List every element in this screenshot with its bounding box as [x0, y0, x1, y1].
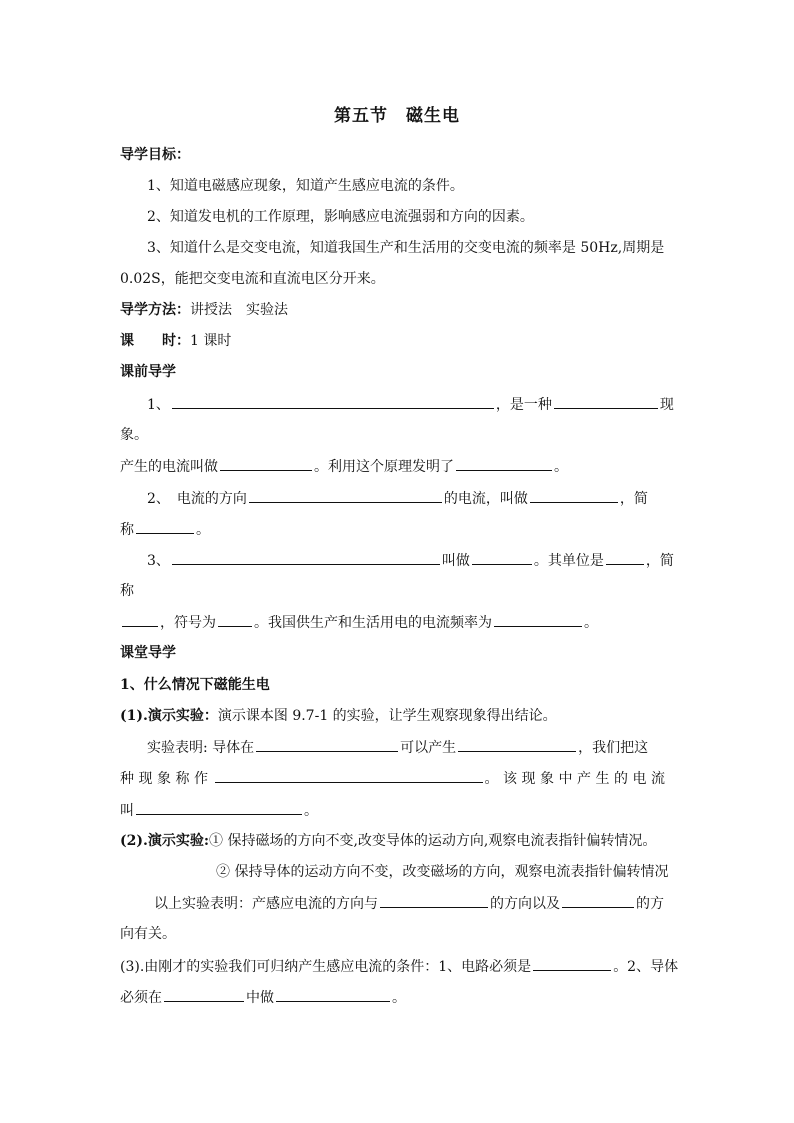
q3-number: 3、	[147, 553, 170, 569]
demo-2-line1	[120, 831, 656, 851]
q1-number: 1、	[147, 397, 170, 413]
section-1-heading: 1、什么情况下磁能生电	[120, 677, 270, 693]
blank-field[interactable]	[606, 550, 644, 565]
q3-text-f: 。我国供生产和生活用电的电流频率为	[254, 615, 492, 631]
blank-field[interactable]	[172, 394, 494, 409]
demo-2-item-1: ① 保持磁场的方向不变,改变导体的运动方向,观察电流表指针偏转情况。	[209, 833, 657, 849]
conclusion-1-line2	[120, 768, 670, 789]
blank-field[interactable]	[380, 893, 488, 908]
pre-q3-line1	[147, 550, 674, 571]
c2-text-a: 以上实验表明：产感应电流的方向与	[154, 896, 378, 912]
pre-q1-line1	[147, 394, 674, 415]
blank-field[interactable]	[533, 956, 611, 971]
d3-text-a: (3).由刚才的实验我们可归纳产生感应电流的条件：1、电路必须是	[120, 959, 532, 975]
method-value: 讲授法 实验法	[190, 302, 288, 318]
q1-text-d: 产生的电流叫做	[120, 459, 218, 475]
q3-text-g: 。	[584, 615, 598, 631]
q1-text-e: 。利用这个原理发明了	[314, 459, 454, 475]
blank-field[interactable]	[218, 612, 252, 627]
q2-text-a: 2、 电流的方向	[147, 491, 247, 507]
blank-field[interactable]	[136, 800, 302, 815]
class-heading: 课堂导学	[120, 645, 176, 661]
c1-text-f: 叫	[120, 803, 134, 819]
demo-1-label: (1).演示实验：	[120, 708, 218, 724]
period-value: 1 课时	[190, 333, 232, 349]
d3-text-e: 。	[392, 990, 406, 1006]
goal-item-3-cont: 0.02S，能把交变电流和直流电区分开来。	[120, 271, 385, 287]
goals-heading: 导学目标：	[120, 147, 190, 163]
blank-field[interactable]	[172, 550, 440, 565]
blank-field[interactable]	[220, 456, 312, 471]
q2-text-d: 称	[120, 522, 134, 538]
period-label: 课 时：	[120, 333, 190, 349]
blank-field[interactable]	[215, 768, 483, 783]
conclusion-2-line2: 向有关。	[120, 926, 176, 942]
blank-field[interactable]	[472, 550, 532, 565]
q1-text-a: ，是一种	[495, 397, 552, 413]
blank-field[interactable]	[554, 394, 658, 409]
c2-text-c: 的方	[636, 896, 664, 912]
c1-text-g: 。	[304, 803, 318, 819]
blank-field[interactable]	[562, 893, 634, 908]
conclusion-1-line3	[120, 800, 318, 821]
q1-text-f: 。	[554, 459, 568, 475]
d3-text-b: 。2、导体	[613, 959, 679, 975]
q3-text-b: 。其单位是	[533, 553, 604, 569]
demo-2-item-2: ② 保持导体的运动方向不变，改变磁场的方向，观察电流表指针偏转情况	[216, 864, 669, 880]
blank-field[interactable]	[256, 737, 398, 752]
blank-field[interactable]	[164, 987, 244, 1002]
demo-3-line1	[120, 956, 678, 977]
blank-field[interactable]	[494, 612, 582, 627]
period-line	[120, 331, 231, 351]
q2-text-e: 。	[196, 522, 210, 538]
conclusion-1-line1	[147, 737, 648, 758]
q1-text-b: 现	[659, 397, 674, 413]
c1-text-e: 。该现象中产生的电流	[484, 771, 670, 787]
pre-q2-line1	[147, 488, 648, 509]
c2-text-b: 的方向以及	[490, 896, 560, 912]
page-title: 第五节 磁生电	[334, 106, 460, 126]
demo-3-line2	[120, 987, 406, 1008]
d3-text-d: 中做	[246, 990, 274, 1006]
pre-heading: 课前导学	[120, 364, 176, 380]
pre-q3-line3	[120, 612, 598, 633]
method-label: 导学方法：	[120, 302, 190, 318]
c1-text-a: 实验表明: 导体在	[147, 740, 255, 756]
conclusion-2-line1	[154, 893, 664, 914]
goal-item-2: 2、知道发电机的工作原理，影响感应电流强弱和方向的因素。	[147, 209, 534, 225]
q3-text-a: 叫做	[441, 553, 470, 569]
c1-text-c: ，我们把这	[578, 740, 649, 756]
q3-text-e: ，符号为	[160, 615, 216, 631]
pre-q2-line2	[120, 519, 210, 540]
blank-field[interactable]	[136, 519, 194, 534]
pre-q1-line3	[120, 456, 568, 477]
pre-q1-line2: 象。	[120, 427, 148, 443]
c1-text-d: 种现象称作	[120, 771, 213, 787]
pre-q3-line2: 称	[120, 583, 134, 599]
demo-2-label: (2).演示实验:	[120, 833, 210, 849]
blank-field[interactable]	[276, 987, 390, 1002]
demo-1-text: 演示课本图 9.7-1 的实验，让学生观察现象得出结论。	[217, 708, 557, 724]
q3-text-c: ，简	[645, 553, 674, 569]
q2-text-b: 的电流，叫做	[443, 491, 528, 507]
c1-text-b: 可以产生	[400, 740, 457, 756]
q2-text-c: ，简	[619, 491, 648, 507]
blank-field[interactable]	[122, 612, 158, 627]
blank-field[interactable]	[456, 456, 552, 471]
goal-item-1: 1、知道电磁感应现象，知道产生感应电流的条件。	[147, 178, 464, 194]
d3-text-c: 必须在	[120, 990, 162, 1006]
blank-field[interactable]	[249, 488, 442, 503]
blank-field[interactable]	[530, 488, 618, 503]
demo-1-line	[120, 706, 557, 726]
blank-field[interactable]	[458, 737, 576, 752]
goal-item-3: 3、知道什么是交变电流，知道我国生产和生活用的交变电流的频率是 50Hz,周期是	[147, 240, 665, 256]
method-line	[120, 300, 288, 320]
